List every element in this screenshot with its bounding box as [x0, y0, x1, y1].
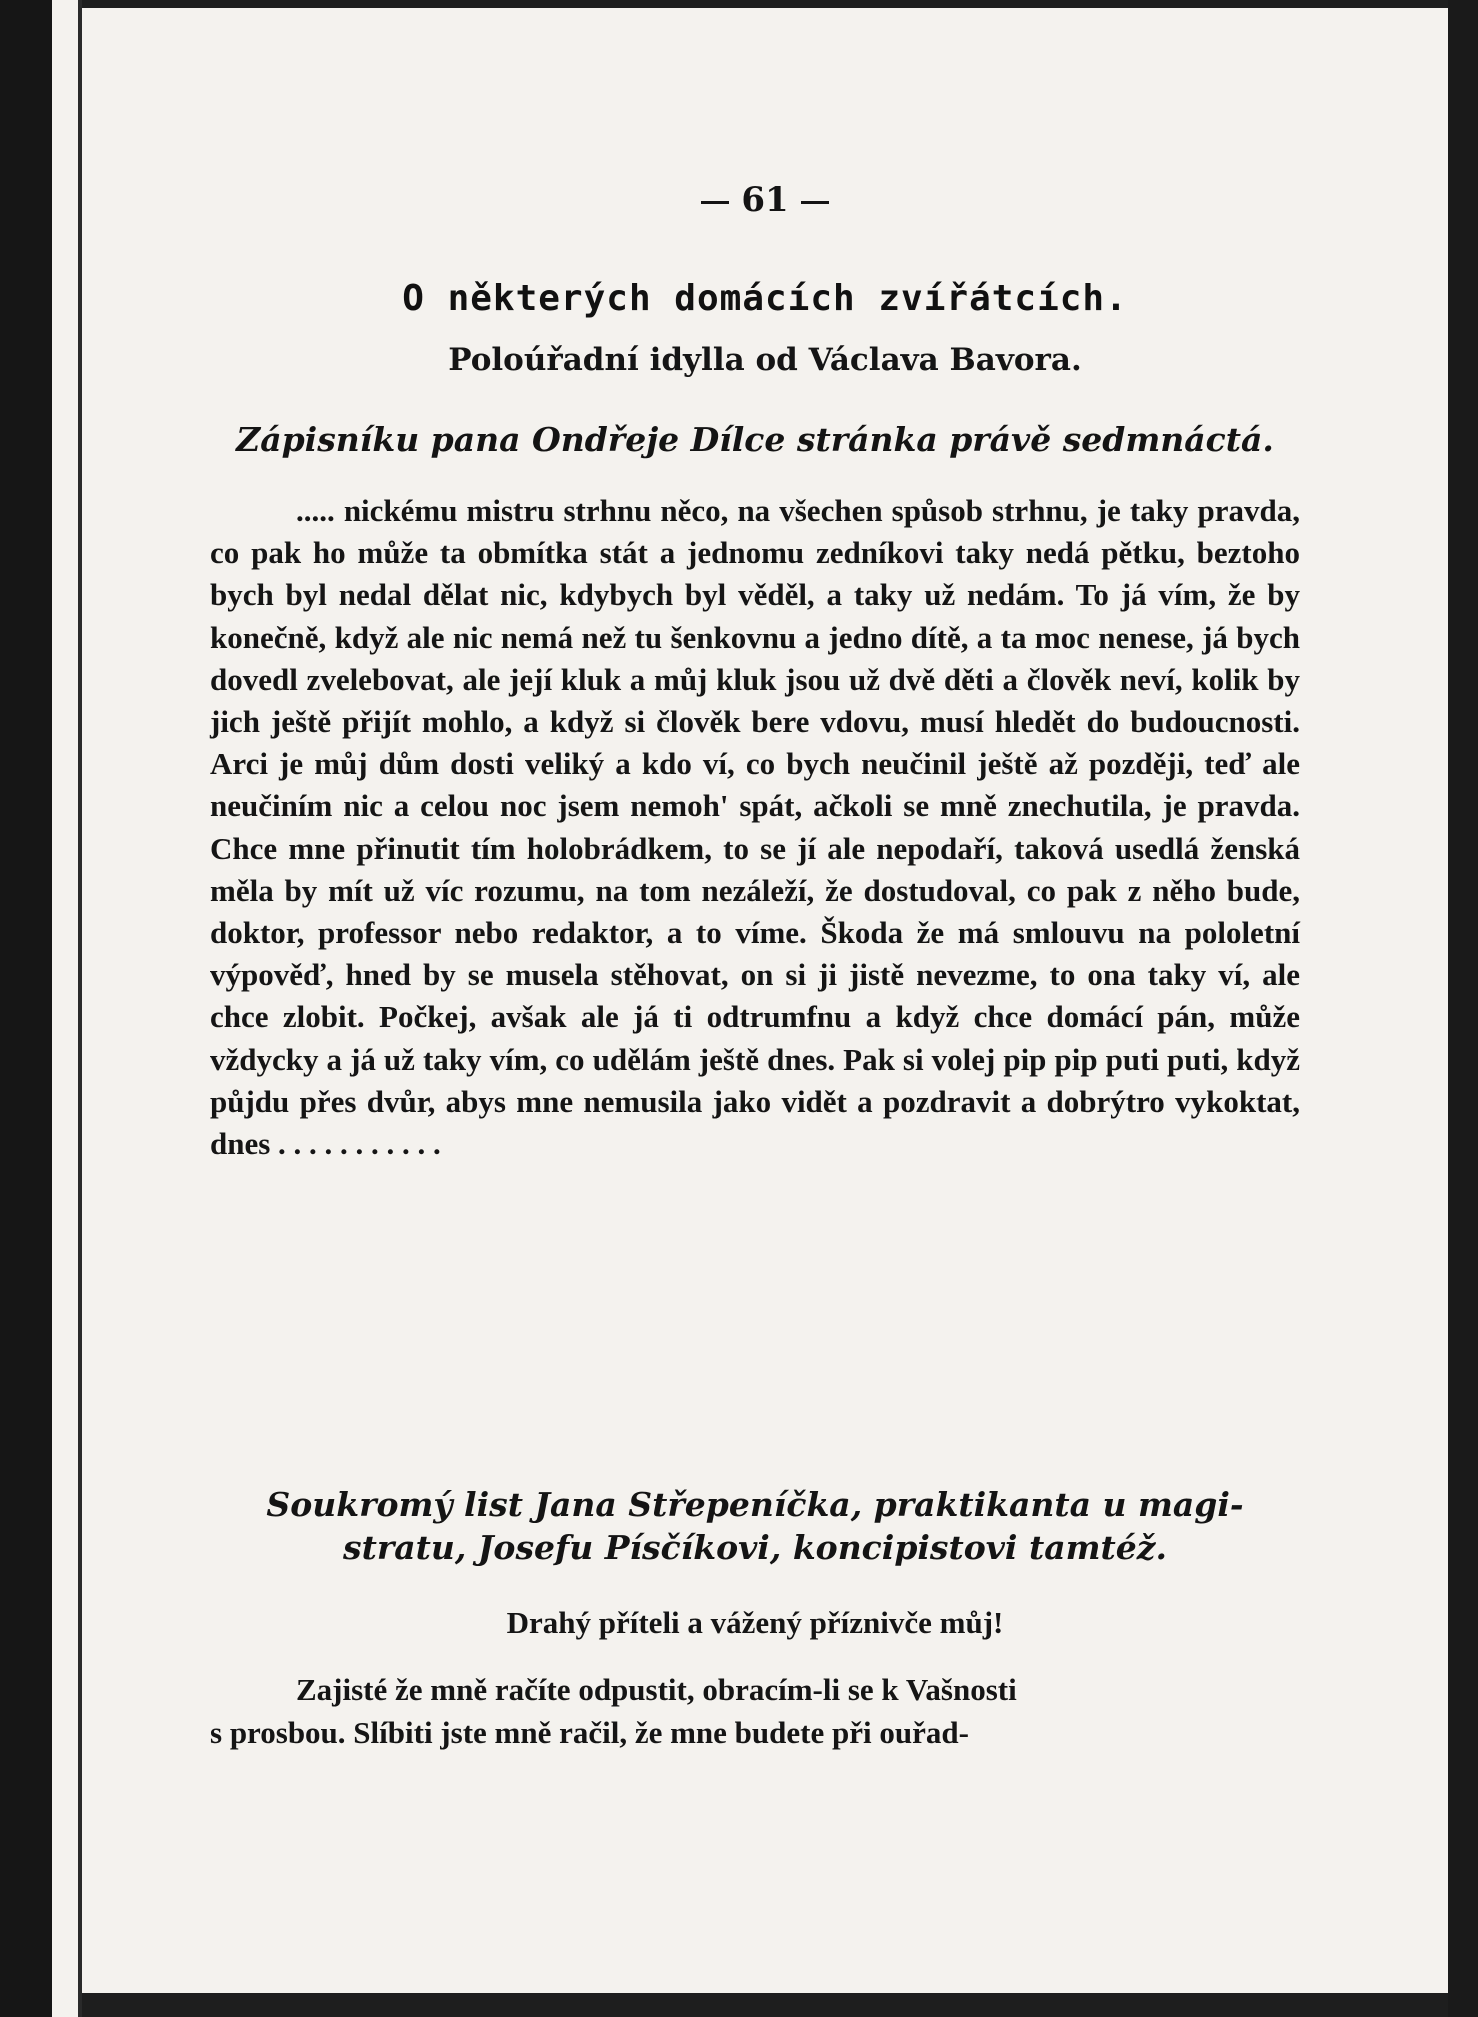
page-number: [82, 180, 1448, 220]
scan-right-margin: [1448, 0, 1478, 2017]
book-page: [82, 8, 1448, 1993]
letter-greeting: Drahý příteli a vážený příznivče můj!: [506, 1605, 1004, 1640]
letter-heading-line-2: stratu, Josefu Písčíkovi, koncipistovi tamtéž.: [343, 1528, 1167, 1567]
section-heading-letter: [210, 1483, 1300, 1569]
previous-page-edge: [52, 0, 82, 2017]
letter-body: [210, 1668, 1300, 1754]
letter-heading-line-1: Soukromý list Jana Střepeníčka, praktikanta u magi-: [266, 1485, 1244, 1524]
dash-left: [701, 201, 729, 204]
section-heading-notebook: Zápisníku pana Ondřeje Dílce stránka právě sedmnáctá.: [236, 420, 1274, 459]
scan-left-margin: [0, 0, 52, 2017]
dash-right: [801, 201, 829, 204]
letter-line-1: Zajisté že mně račíte odpustit, obracím-li se k Vašnosti: [296, 1672, 1017, 1707]
chapter-subtitle: Poloúřadní idylla od Václava Bavora.: [448, 342, 1082, 378]
notebook-text: ..... nickému mistru strhnu něco, na všechen spůsob strhnu, je taky pravda, co pak ho může ta obmítka stát a jednomu zedníkovi taky nedá pětku, beztoho bych byl nedal dělat nic, kdybych byl věděl, a taky už nedám. To já vím, že by konečně, když ale nic nemá než tu šenkovnu a jedno dítě, a ta moc nenese, já bych dovedl zvelebovat, ale její kluk a můj kluk jsou už dvě děti a člověk neví, kolik by jich ještě přijít mohlo, a když si člověk bere vdovu, musí hledět do budoucnosti. Arci je můj dům dosti veliký a kdo ví, co bych neučinil ještě až později, teď ale neučiním nic a celou noc jsem nemoh' spát, ačkoli se mně znechutila, je pravda. Chce mne přinutit tím holobrádkem, to se jí ale nepodaří, taková usedlá ženská měla by mít už víc rozumu, na tom nezáleží, že dostudoval, co pak z něho bude, doktor, professor nebo redaktor, a to víme. Škoda že má smlouvu na pololetní výpověď, hned by se musela stěhovat, on si ji jistě nevezme, to ona taky ví, ale chce zlobit. Počkej, avšak ale já ti odtrumfnu a když chce domácí pán, může vždycky a já už taky vím, co udělám ještě dnes. Pak si volej pip pip puti puti, když půjdu přes dvůr, abys mne nemusila jako vidět a pozdravit a dobrýtro vykoktat, dnes . . . . . . . . . . .: [210, 493, 1300, 1162]
letter-line-2: s prosbou. Slíbiti jste mně račil, že mne budete při ouřad-: [210, 1715, 969, 1750]
page-number-value: 61: [741, 180, 789, 220]
chapter-title: O některých domácích zvířátcích.: [402, 278, 1128, 319]
